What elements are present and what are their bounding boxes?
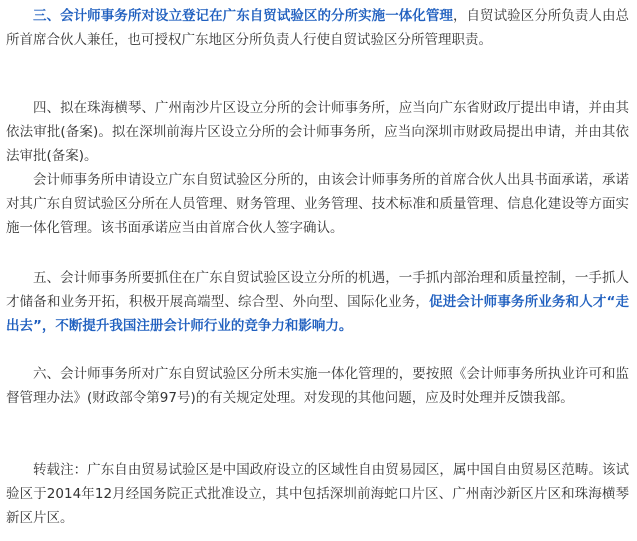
reprint-note <box>6 458 629 530</box>
paragraph-4-application <box>6 96 629 168</box>
paragraph-text: ，自贸试验区分所负责人由总所首席合伙人兼任，也可授权广东地区分所负责人行使自贸试验区分所管理职责。 <box>6 8 630 48</box>
paragraph-text: 四、拟在珠海横琴、广州南沙片区设立分所的会计师事务所，应当向广东省财政厅提出申请，并由其依法审批(备案)。拟在深圳前海片区设立分所的会计师事务所，应当向深圳市财政局提出申请，并由其依法审批(备案)。 <box>6 100 629 164</box>
highlight-heading: 三、会计师事务所对设立登记在广东自贸试验区的分所实施一体化管理 <box>33 8 453 24</box>
paragraph-text: 转载注：广东自由贸易试验区是中国政府设立的区域性自由贸易园区，属中国自由贸易区范畴。该试验区于2014年12月经国务院正式批准设立，其中包括深圳前海蛇口片区、广州南沙新区片区和珠海横琴新区片区。 <box>6 462 629 526</box>
paragraph-3-integrated-management <box>6 4 629 52</box>
paragraph-text: 六、会计师事务所对广东自贸试验区分所未实施一体化管理的，要按照《会计师事务所执业许可和监督管理办法》(财政部令第97号)的有关规定处理。对发现的其他问题，应及时处理并反馈我部。 <box>6 366 629 406</box>
paragraph-6-non-compliance <box>6 362 629 410</box>
paragraph-5-opportunity <box>6 266 629 338</box>
paragraph-written-commitment <box>6 168 629 240</box>
highlight-text: 促进会计师事务所业务和人才“走出去”，不断提升我国注册会计师行业的竞争力和影响力。 <box>6 294 630 334</box>
paragraph-text: 会计师事务所申请设立广东自贸试验区分所的，由该会计师事务所的首席合伙人出具书面承诺，承诺对其广东自贸试验区分所在人员管理、财务管理、业务管理、技术标准和质量管理、信息化建设等方面实施一体化管理。该书面承诺应当由首席合伙人签字确认。 <box>6 172 629 236</box>
paragraph-text: 五、会计师事务所要抓住在广东自贸试验区设立分所的机遇，一手抓内部治理和质量控制，一手抓人才储备和业务开拓，积极开展高端型、综合型、外向型、国际化业务， <box>6 270 629 310</box>
